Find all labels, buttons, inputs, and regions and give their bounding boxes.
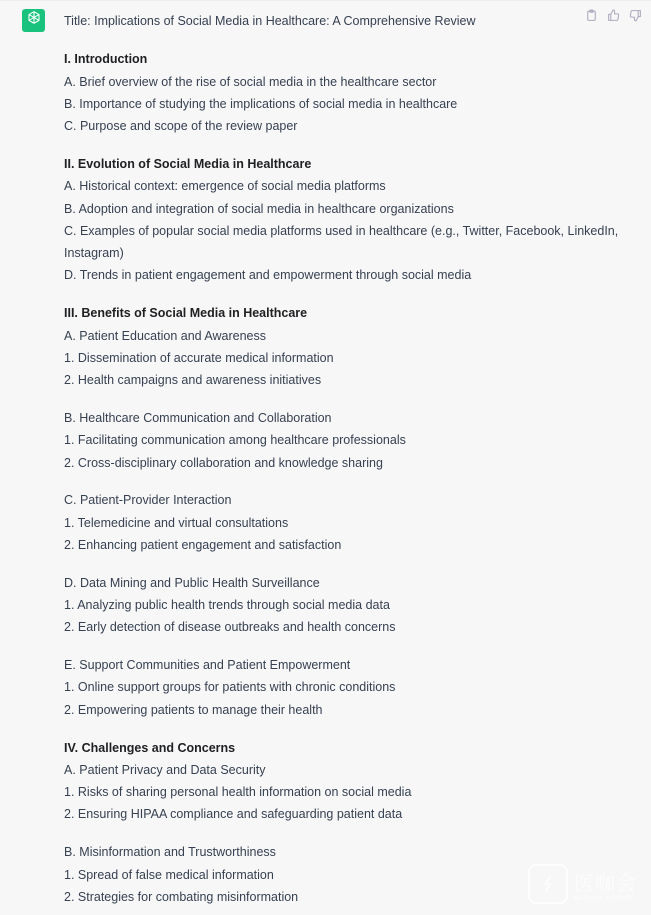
outline-item: C. Purpose and scope of the review paper: [64, 119, 298, 134]
section-spacer: [64, 137, 624, 153]
thumbs-down-icon: [629, 9, 642, 27]
openai-logo-icon: [26, 10, 42, 31]
outline-item: C. Examples of popular social media platforms used in healthcare (e.g., Twitter, Facebook, LinkedIn, Instagram): [64, 223, 619, 261]
section-heading: I. Introduction: [64, 52, 148, 67]
watermark-name: 医咖会: [574, 870, 637, 895]
outline-item: 2. Enhancing patient engagement and satisfaction: [64, 537, 342, 552]
outline-item: 1. Risks of sharing personal health information on social media: [64, 785, 412, 800]
group-spacer: [64, 639, 624, 655]
outline-item: 1. Analyzing public health trends through social media data: [64, 598, 390, 613]
outline-item: 2. Early detection of disease outbreaks and health concerns: [64, 620, 396, 635]
section-heading: II. Evolution of Social Media in Healthcare: [64, 156, 312, 171]
section-heading: IV. Challenges and Concerns: [64, 740, 236, 755]
outline: [64, 48, 624, 908]
outline-item: 1. Online support groups for patients with chronic conditions: [64, 680, 396, 695]
outline-subheading: A. Patient Privacy and Data Security: [64, 762, 266, 777]
yikahui-logo-icon: [528, 864, 568, 904]
outline-subheading: A. Historical context: emergence of social media platforms: [64, 179, 386, 194]
watermark-sub: MEDICAL SCHOOL: [574, 895, 635, 902]
outline-item: 2. Health campaigns and awareness initiatives: [64, 373, 322, 388]
outline-item: B. Adoption and integration of social media in healthcare organizations: [64, 201, 454, 216]
group-spacer: [64, 474, 624, 490]
outline-item: D. Trends in patient engagement and empowerment through social media: [64, 268, 472, 283]
section-spacer: [64, 721, 624, 737]
outline-item: 2. Strategies for combating misinformation: [64, 889, 299, 904]
copy-button[interactable]: [583, 10, 599, 26]
watermark: [528, 864, 637, 904]
like-button[interactable]: [605, 10, 621, 26]
outline-item: 1. Facilitating communication among healthcare professionals: [64, 433, 406, 448]
section-spacer: [64, 287, 624, 303]
section-heading: III. Benefits of Social Media in Healthcare: [64, 306, 308, 321]
dislike-button[interactable]: [627, 10, 643, 26]
group-spacer: [64, 826, 624, 842]
outline-subheading: A. Patient Education and Awareness: [64, 328, 266, 343]
thumbs-up-icon: [607, 9, 620, 27]
outline-subheading: A. Brief overview of the rise of social media in the healthcare sector: [64, 74, 437, 89]
outline-subheading: B. Misinformation and Trustworthiness: [64, 845, 276, 860]
group-spacer: [64, 556, 624, 572]
outline-subheading: C. Patient-Provider Interaction: [64, 493, 232, 508]
assistant-avatar: [22, 9, 45, 32]
message-content: [64, 10, 624, 908]
message-title: Title: Implications of Social Media in Healthcare: A Comprehensive Review: [64, 14, 476, 28]
outline-item: B. Importance of studying the implications of social media in healthcare: [64, 96, 458, 111]
outline-item: 2. Ensuring HIPAA compliance and safeguarding patient data: [64, 807, 403, 822]
clipboard-icon: [585, 9, 598, 27]
outline-item: 2. Empowering patients to manage their health: [64, 702, 323, 717]
outline-item: 2. Cross-disciplinary collaboration and knowledge sharing: [64, 455, 383, 470]
outline-item: 1. Telemedicine and virtual consultations: [64, 515, 289, 530]
outline-subheading: B. Healthcare Communication and Collaboration: [64, 410, 332, 425]
outline-subheading: D. Data Mining and Public Health Surveillance: [64, 575, 320, 590]
outline-item: 1. Spread of false medical information: [64, 867, 274, 882]
outline-subheading: E. Support Communities and Patient Empowerment: [64, 658, 351, 673]
group-spacer: [64, 391, 624, 407]
outline-item: 1. Dissemination of accurate medical information: [64, 350, 334, 365]
message-actions: [583, 10, 643, 26]
